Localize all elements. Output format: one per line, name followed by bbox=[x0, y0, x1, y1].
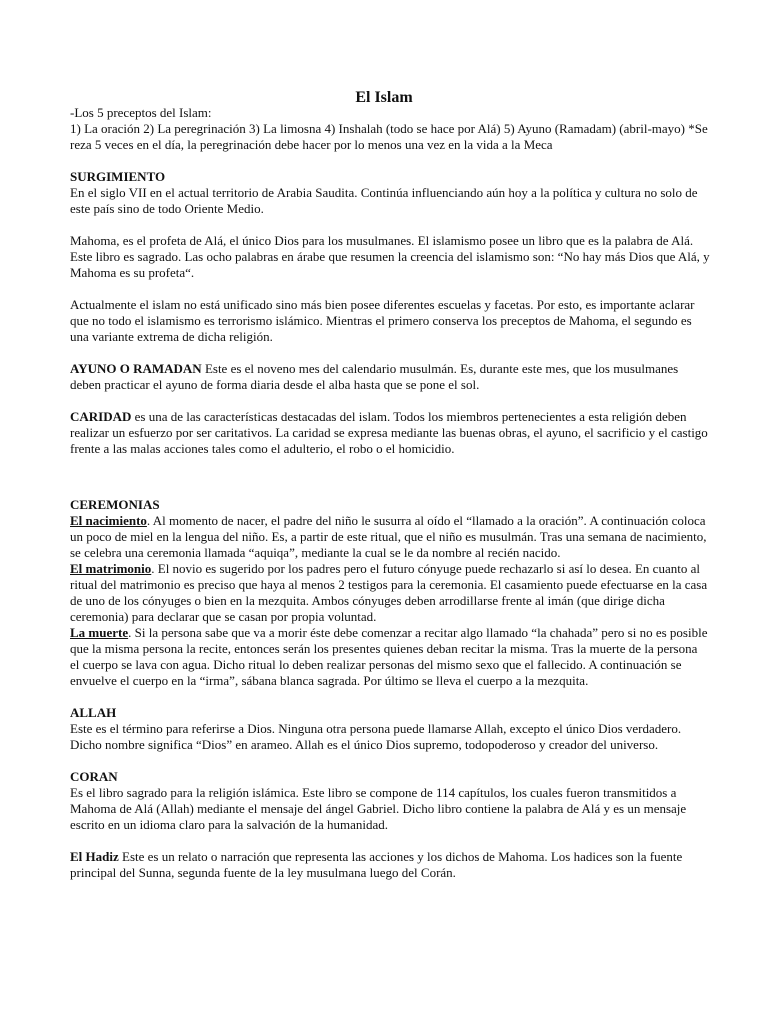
nacimiento-text: . Al momento de nacer, el padre del niño le susurra al oído el “llamado a la oración”. A continuación coloca un poco de miel en la lengua del niño. Es, a partir de este ritual, que el niño es musulmán. Tras una semana de nacimiento, se celebra una ceremonia llamada “aquiqa”, mediante la cual se le da nombre al recién nacido. bbox=[70, 513, 707, 560]
matrimonio-text: . El novio es sugerido por los padres pero el futuro cónyuge puede rechazarlo si así lo desea. En cuanto al ritual del matrimonio es preciso que haya al menos 2 testigos para la ceremonia. El casamiento puede efectuarse en la casa de uno de los cónyuges o bien en la mezquita. Ambos cónyuges deben arrodillarse frente al imán (que dirige dicha ceremonia) para declarar que se casan por propia voluntad. bbox=[70, 561, 708, 624]
heading-ceremonias: CEREMONIAS bbox=[70, 497, 160, 512]
surgimiento-paragraph-2: Mahoma, es el profeta de Alá, el único Dios para los musulmanes. El islamismo posee un libro que es la palabra de Alá. Este libro es sagrado. Las ocho palabras en árabe que resumen la creencia del islamismo son: “No hay más Dios que Alá, y Mahoma es su profeta“. bbox=[70, 233, 710, 280]
nacimiento-paragraph bbox=[70, 513, 710, 561]
heading-coran: CORAN bbox=[70, 769, 118, 784]
matrimonio-term: El matrimonio bbox=[70, 561, 152, 576]
ayuno-text: Este es el noveno mes del calendario musulmán. Es, durante este mes, que los musulmanes deben practicar el ayuno de forma diaria desde el alba hasta que se pone el sol. bbox=[70, 361, 679, 392]
caridad-term: CARIDAD bbox=[70, 409, 132, 424]
matrimonio-paragraph bbox=[70, 561, 710, 625]
ayuno-term: AYUNO O RAMADAN bbox=[70, 361, 202, 376]
hadiz-text: Este es un relato o narración que representa las acciones y los dichos de Mahoma. Los hadices son la fuente principal del Sunna, segunda fuente de la ley musulmana luego del Corán. bbox=[70, 849, 683, 880]
muerte-paragraph bbox=[70, 625, 710, 689]
hadiz-paragraph bbox=[70, 849, 710, 881]
intro-line: -Los 5 preceptos del Islam: bbox=[70, 105, 212, 120]
heading-allah: ALLAH bbox=[70, 705, 117, 720]
ayuno-paragraph bbox=[70, 361, 710, 393]
muerte-term: La muerte bbox=[70, 625, 129, 640]
document-title: El Islam bbox=[355, 89, 413, 106]
intro-precepts: 1) La oración 2) La peregrinación 3) La limosna 4) Inshalah (todo se hace por Alá) 5) Ayuno (Ramadam) (abril-mayo) *Se reza 5 veces en el día, la peregrinación debe hacer por lo menos una vez en la vida a la Meca bbox=[70, 121, 708, 152]
allah-paragraph: Este es el término para referirse a Dios. Ninguna otra persona puede llamarse Allah, excepto el único Dios verdadero. Dicho nombre significa “Dios” en arameo. Allah es el único Dios supremo, todopoderoso y creador del universo. bbox=[70, 721, 682, 752]
nacimiento-term: El nacimiento bbox=[70, 513, 147, 528]
caridad-text: es una de las características destacadas del islam. Todos los miembros pertenecientes a esta religión deben realizar un esfuerzo por ser caritativos. La caridad se expresa mediante las buenas obras, el ayuno, el sacrificio y el castigo frente a las malas acciones tales como el adulterio, el robo o el homicidio. bbox=[70, 409, 708, 456]
surgimiento-paragraph-1: En el siglo VII en el actual territorio de Arabia Saudita. Continúa influenciando aún hoy a la política y cultura no solo de este país sino de todo Oriente Medio. bbox=[70, 185, 698, 216]
document-body bbox=[70, 105, 710, 881]
coran-paragraph: Es el libro sagrado para la religión islámica. Este libro se compone de 114 capítulos, los cuales fueron transmitidos a Mahoma de Alá (Allah) mediante el mensaje del ángel Gabriel. Dicho libro contiene la palabra de Alá y es un mensaje escrito en un idioma claro para la salvación de la humanidad. bbox=[70, 785, 687, 832]
surgimiento-paragraph-3: Actualmente el islam no está unificado sino más bien posee diferentes escuelas y facetas. Por esto, es importante aclarar que no todo el islamismo es terrorismo islámico. Mientras el primero conserva los preceptos de Mahoma, el segundo es una variante extrema de dicha religión. bbox=[70, 297, 695, 344]
caridad-paragraph bbox=[70, 409, 710, 457]
heading-surgimiento: SURGIMIENTO bbox=[70, 169, 166, 184]
hadiz-term: El Hadiz bbox=[70, 849, 119, 864]
muerte-text: . Si la persona sabe que va a morir éste debe comenzar a recitar algo llamado “la chahada” pero si no es posible que la misma persona la recite, entonces serán los presentes quienes deban recitar la misma. Tras la muerte de la persona el cuerpo se lava con agua. Dicho ritual lo deben realizar personas del mismo sexo que el fallecido. A continuación se envuelve el cuerpo en la “irma”, sábana blanca sagrada. Por último se lleva el cuerpo a la mezquita. bbox=[70, 625, 708, 688]
